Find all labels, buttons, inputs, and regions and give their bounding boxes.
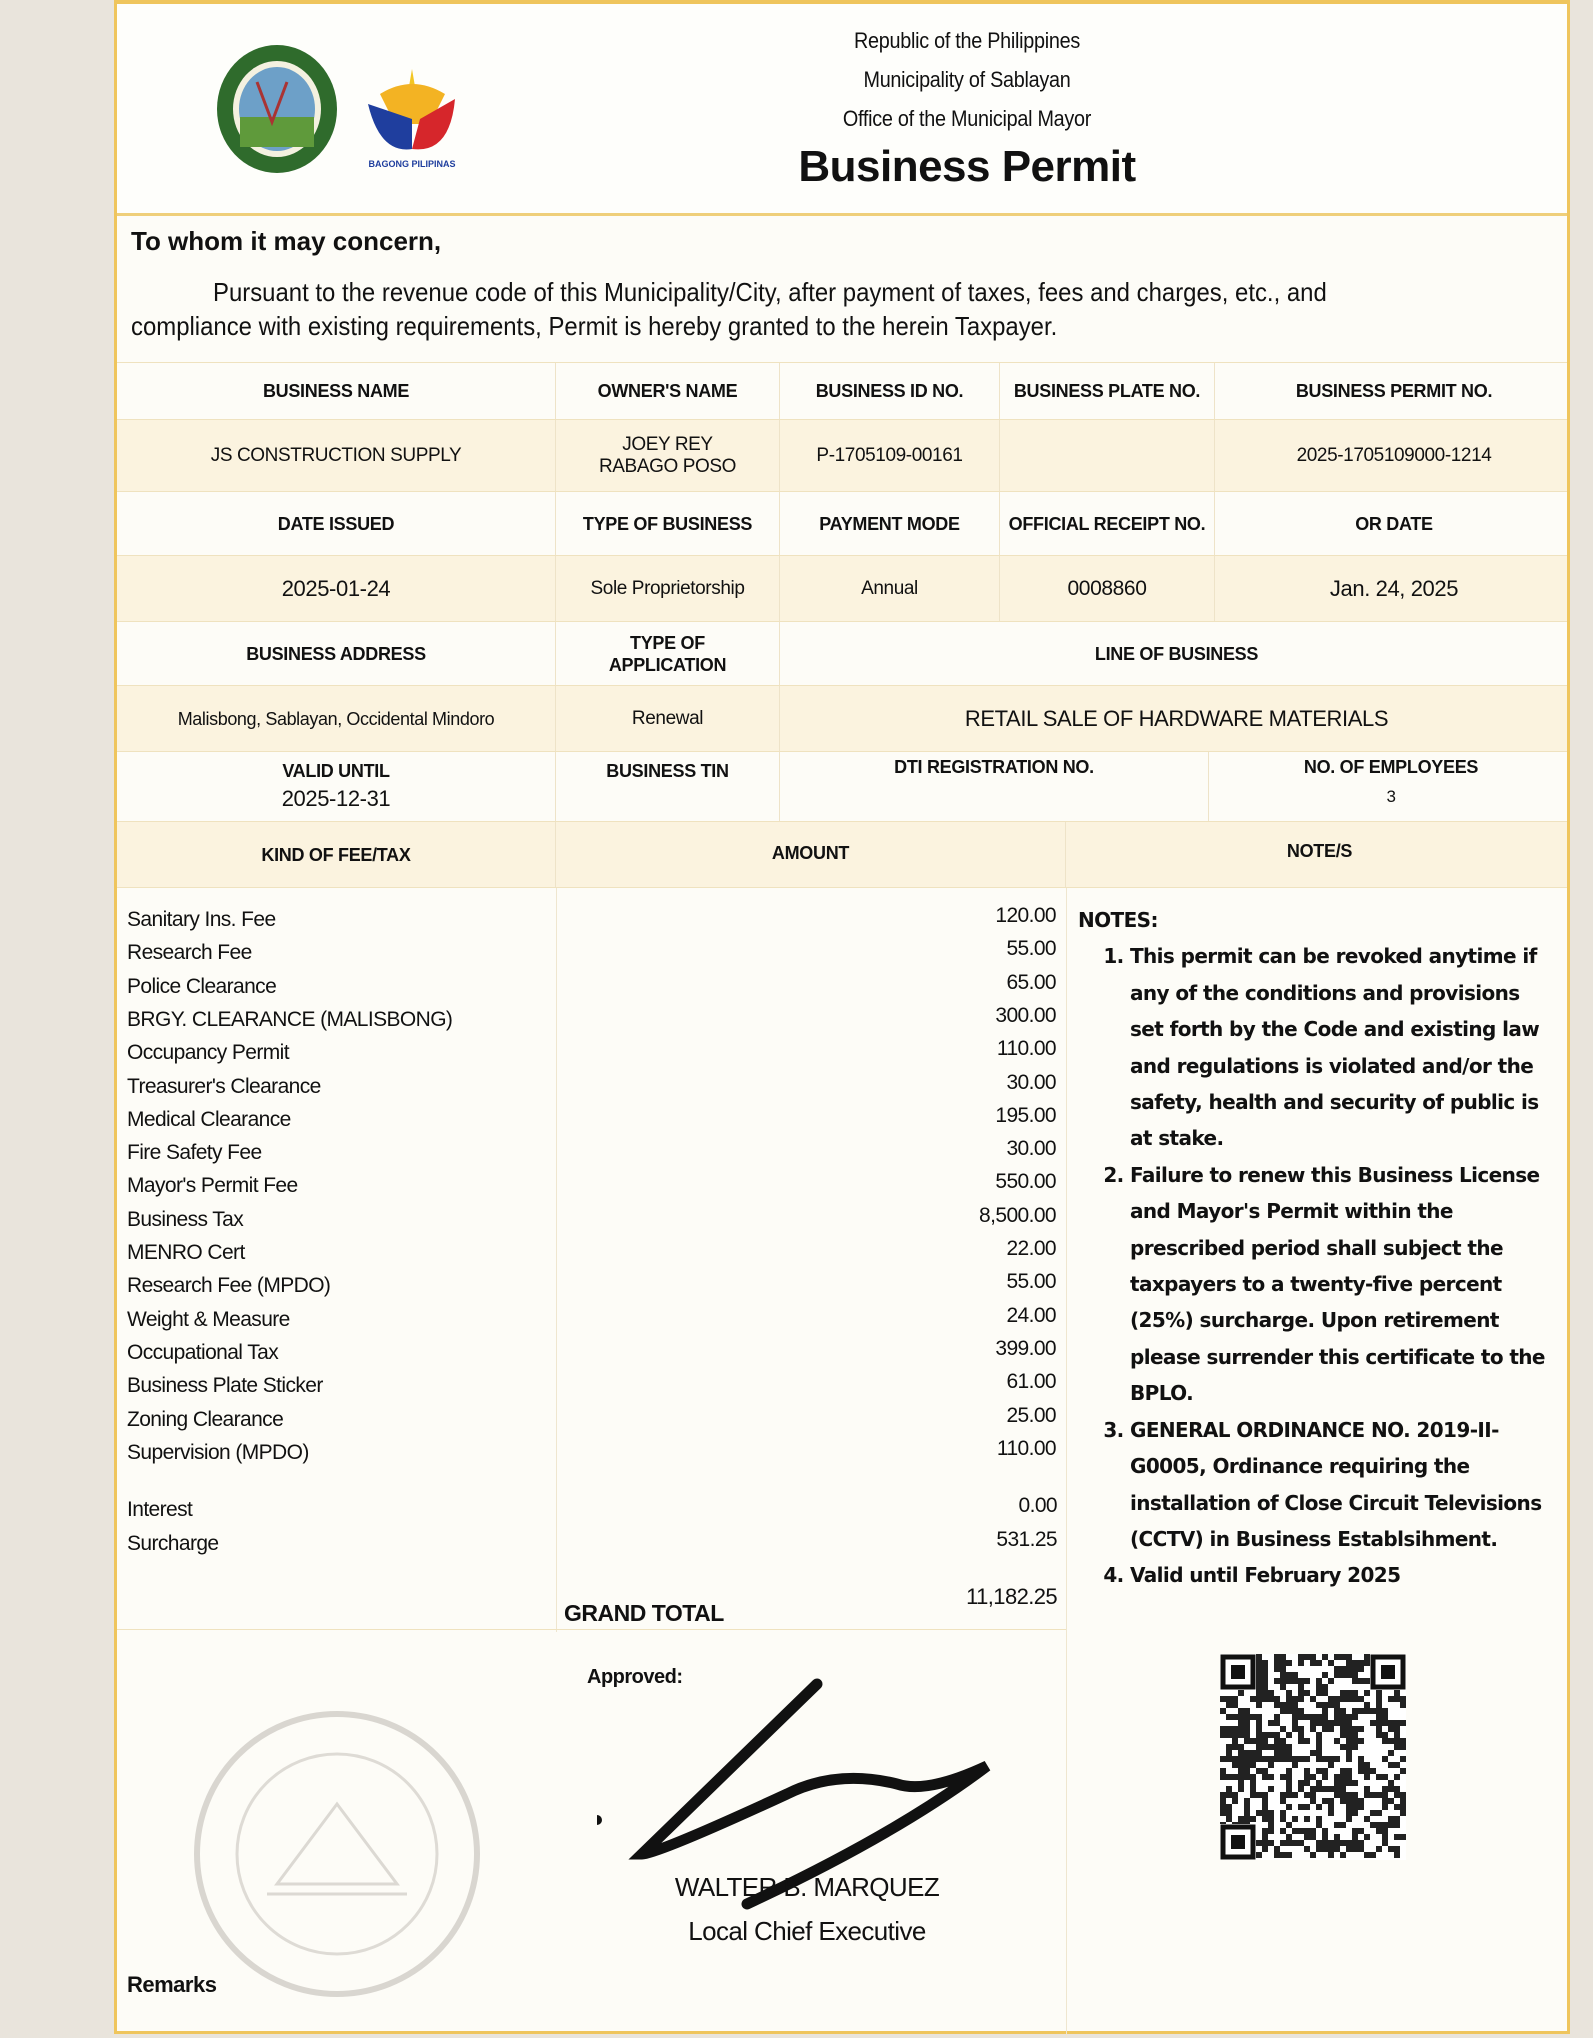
grand-total-amount: 11,182.25	[966, 1584, 1057, 1609]
qr-code	[1220, 1654, 1406, 1860]
fee-amount: 120.00	[995, 904, 1056, 927]
business-name-label: BUSINESS NAME	[117, 363, 556, 419]
fee-name: Business Tax	[127, 1207, 244, 1231]
fee-name: Research Fee (MPDO)	[127, 1274, 331, 1298]
header-republic: Republic of the Philippines	[853, 28, 1081, 53]
app-type: Renewal	[556, 686, 780, 751]
employees: 3	[1386, 787, 1396, 806]
fee-name: Treasurer's Clearance	[127, 1074, 321, 1098]
note-item: 2. Failure to renew this Business License and Mayor's Permit within the prescribed period shall subject the taxpayers to a twenty-five percent (25%) surcharge. Upon retirement please surrender this certificate to the BPLO.	[1130, 1157, 1558, 1412]
amount-label: AMOUNT	[556, 822, 1066, 887]
plate-no	[1000, 420, 1215, 491]
fee-name: Research Fee	[127, 941, 252, 965]
fee-amount: 22.00	[1006, 1237, 1056, 1260]
tin-label: BUSINESS TIN	[606, 761, 729, 781]
note-item: 3. GENERAL ORDINANCE NO. 2019-II-G0005, Ordinance requiring the installation of Close Circuit Televisions (CCTV) in Business Establsihment.	[1130, 1412, 1558, 1558]
kind-of-fee-label: KIND OF FEE/TAX	[117, 822, 556, 887]
or-no: 0008860	[1000, 556, 1215, 621]
fee-amount: 300.00	[995, 1003, 1056, 1027]
fee-name: Zoning Clearance	[127, 1407, 284, 1431]
fee-name: Sanitary Ins. Fee	[127, 908, 276, 931]
fee-name: Mayor's Permit Fee	[127, 1174, 298, 1198]
surcharge-label: Surcharge	[127, 1532, 219, 1555]
svg-text:BAGONG PILIPINAS: BAGONG PILIPINAS	[368, 159, 456, 169]
fees-list	[117, 888, 1066, 1628]
signatory-name: WALTER B. MARQUEZ	[674, 1872, 940, 1902]
dti-label: DTI REGISTRATION NO.	[894, 757, 1094, 777]
info-value-row-1	[117, 420, 1567, 492]
page-title: Business Permit	[798, 142, 1136, 191]
approved-label: Approved:	[587, 1666, 683, 1688]
salutation: To whom it may concern,	[131, 226, 442, 256]
notes-section	[1078, 902, 1558, 1594]
fee-amount: 55.00	[1006, 1270, 1056, 1294]
fee-amount: 61.00	[1006, 1370, 1056, 1394]
valid-until-label: VALID UNTIL	[282, 761, 390, 781]
fee-amount: 8,500.00	[979, 1203, 1056, 1227]
fee-amount: 30.00	[1006, 1137, 1056, 1161]
info-header-row-1	[117, 362, 1567, 420]
payment-mode: Annual	[780, 556, 1000, 621]
interest-amount: 0.00	[1018, 1494, 1057, 1517]
address-label: BUSINESS ADDRESS	[117, 622, 556, 685]
plate-label: BUSINESS PLATE NO.	[1000, 363, 1215, 419]
or-date-label: OR DATE	[1355, 513, 1433, 534]
fees-header-row	[117, 822, 1567, 888]
owner-label: OWNER'S NAME	[556, 363, 780, 419]
fee-name: BRGY. CLEARANCE (MALISBONG)	[127, 1007, 453, 1031]
app-type-label: TYPE OF APPLICATION	[556, 622, 780, 685]
or-no-label: OFFICIAL RECEIPT NO.	[1000, 492, 1215, 555]
note-item: 4. Valid until February 2025	[1130, 1557, 1558, 1593]
fee-amount: 399.00	[995, 1336, 1056, 1360]
fee-name: Medical Clearance	[127, 1107, 291, 1131]
bagong-pilipinas-logo	[360, 64, 465, 174]
info-header-row-3	[117, 622, 1567, 686]
fee-name: Fire Safety Fee	[127, 1141, 262, 1165]
fee-amount: 30.00	[1006, 1070, 1056, 1094]
payment-mode-label: PAYMENT MODE	[780, 492, 1000, 555]
fee-name: Occupational Tax	[127, 1340, 279, 1364]
owner-name: JOEY REY RABAGO POSO	[556, 420, 780, 491]
grand-total-label: GRAND TOTAL	[564, 1600, 724, 1626]
valid-until: 2025-12-31	[281, 786, 391, 811]
intro-line-1: Pursuant to the revenue code of this Municipality/City, after payment of taxes, fees and charges, etc., and	[213, 277, 1327, 307]
fee-amount: 195.00	[995, 1103, 1056, 1127]
fee-amount: 110.00	[996, 1436, 1056, 1460]
header-municipality: Municipality of Sablayan	[863, 67, 1071, 92]
info-value-row-3	[117, 686, 1567, 752]
official-seal-stamp	[187, 1654, 487, 2024]
permit-no: 2025-1705109000-1214	[1296, 444, 1492, 466]
header-office: Office of the Municipal Mayor	[842, 106, 1092, 131]
intro-line-2: compliance with existing requirements, Permit is hereby granted to the herein Taxpayer.	[131, 311, 1058, 341]
fee-amount: 55.00	[1006, 937, 1056, 961]
info-value-row-2	[117, 556, 1567, 622]
or-date: Jan. 24, 2025	[1329, 575, 1459, 601]
date-issued: 2025-01-24	[117, 556, 556, 621]
remarks-label: Remarks	[127, 1972, 217, 1997]
fee-amount: 65.00	[1006, 970, 1056, 994]
date-issued-label: DATE ISSUED	[117, 492, 556, 555]
line-label: LINE OF BUSINESS	[1094, 643, 1259, 664]
fee-name: Occupancy Permit	[127, 1041, 289, 1065]
fee-name: Supervision (MPDO)	[127, 1440, 309, 1464]
type-business-label: TYPE OF BUSINESS	[556, 492, 780, 555]
notes-heading: NOTES:	[1078, 908, 1158, 932]
business-permit-document	[114, 0, 1570, 2034]
type-business: Sole Proprietorship	[556, 556, 780, 621]
business-name: JS CONSTRUCTION SUPPLY	[117, 420, 556, 491]
header	[117, 4, 1567, 216]
notes-label: NOTE/S	[1286, 841, 1353, 861]
fee-amount: 24.00	[1006, 1303, 1056, 1327]
info-header-row-2	[117, 492, 1567, 556]
fee-name: Business Plate Sticker	[127, 1374, 323, 1398]
employees-label: NO. OF EMPLOYEES	[1303, 757, 1479, 777]
business-address: Malisbong, Sablayan, Occidental Mindoro	[117, 686, 556, 751]
surcharge-amount: 531.25	[996, 1528, 1057, 1551]
fee-amount: 550.00	[995, 1170, 1056, 1194]
signatory-title: Local Chief Executive	[688, 1916, 926, 1946]
fee-amount: 110.00	[996, 1037, 1056, 1061]
note-item: 1. This permit can be revoked anytime if any of the conditions and provisions set forth by the Code and existing law and regulations is violated and/or the safety, health and security of public is at stake.	[1130, 938, 1558, 1156]
fee-name: Police Clearance	[127, 974, 277, 998]
permit-no-label: BUSINESS PERMIT NO.	[1295, 381, 1493, 401]
fee-name: Weight & Measure	[127, 1307, 290, 1331]
fee-amount: 25.00	[1006, 1403, 1056, 1427]
business-id: P-1705109-00161	[780, 420, 1000, 491]
line-of-business: RETAIL SALE OF HARDWARE MATERIALS	[964, 705, 1389, 731]
info-row-4	[117, 752, 1567, 822]
interest-label: Interest	[127, 1498, 193, 1521]
fee-name: MENRO Cert	[127, 1241, 245, 1264]
business-id-label: BUSINESS ID NO.	[780, 363, 1000, 419]
municipal-seal-logo	[212, 42, 342, 177]
